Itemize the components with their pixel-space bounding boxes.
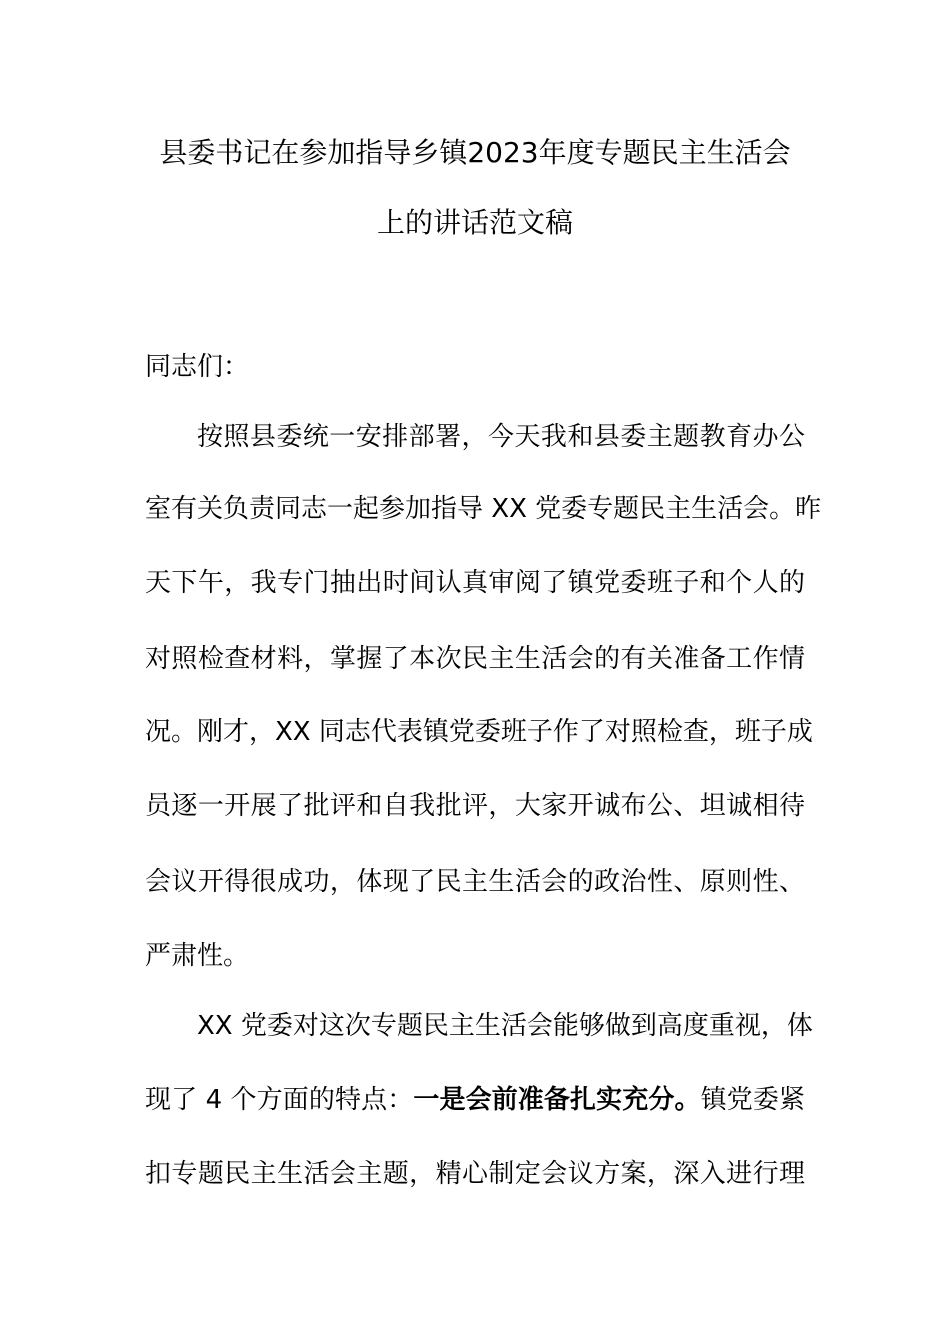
paragraph-1-line-2: 室有关负责同志一起参加指导 XX 党委专题民主生活会。昨 xyxy=(145,494,822,524)
paragraph-2-line-1: XX 党委对这次专题民主生活会能够做到高度重视，体 xyxy=(197,1011,813,1041)
paragraph-2-line-2-prefix: 现了 4 个方面的特点： xyxy=(145,1085,414,1115)
paragraph-1-line-8: 严肃性。 xyxy=(145,941,250,971)
salutation: 同志们： xyxy=(145,352,250,382)
paragraph-1-line-4: 对照检查材料，掌握了本次民主生活会的有关准备工作情 xyxy=(145,644,805,674)
paragraph-1-line-3: 天下午，我专门抽出时间认真审阅了镇党委班子和个人的 xyxy=(145,568,805,598)
paragraph-1-line-6: 员逐一开展了批评和自我批评，大家开诚布公、坦诚相待 xyxy=(145,791,805,821)
paragraph-1-line-7: 会议开得很成功，体现了民主生活会的政治性、原则性、 xyxy=(145,867,805,897)
document-title-line-2: 上的讲话范文稿 xyxy=(376,206,573,239)
paragraph-2-bold-highlight: 一是会前准备扎实充分。 xyxy=(413,1085,701,1115)
paragraph-1-line-1: 按照县委统一安排部署，今天我和县委主题教育办公 xyxy=(197,422,805,452)
paragraph-2-line-2 xyxy=(145,1082,805,1118)
document-title-line-1: 县委书记在参加指导乡镇2023年度专题民主生活会 xyxy=(159,136,791,169)
paragraph-2-line-2-suffix: 镇党委紧 xyxy=(700,1085,805,1115)
paragraph-1-line-5: 况。刚才，XX 同志代表镇党委班子作了对照检查，班子成 xyxy=(145,717,813,747)
paragraph-2-line-3: 扣专题民主生活会主题，精心制定会议方案，深入进行理 xyxy=(145,1159,805,1189)
